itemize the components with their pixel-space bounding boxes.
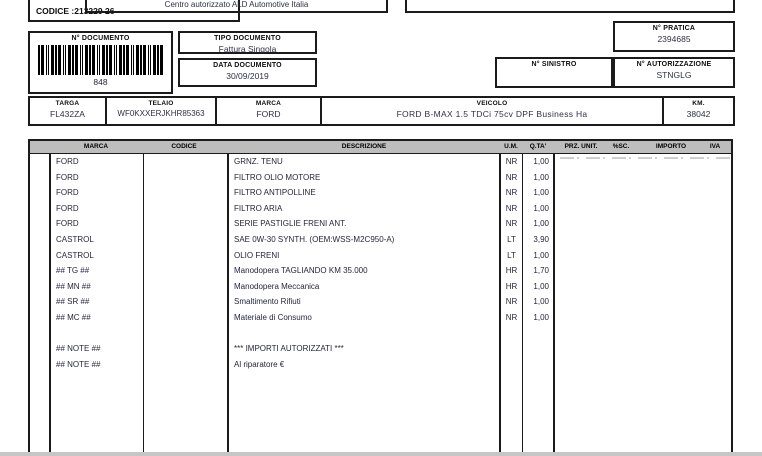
cell-um: NR [501,201,523,217]
cell-codice [144,185,229,201]
data-documento-value: 30/09/2019 [226,71,269,81]
numero-autorizzazione-label: N° AUTORIZZAZIONE [636,61,712,68]
cell-marca [51,326,144,342]
cell-marca: ## MC ## [51,310,144,326]
cell-marca: ## SR ## [51,294,144,310]
filler-cell [229,372,501,456]
cell-um: NR [501,216,523,232]
cell-qta: 3,90 [523,232,555,248]
table-row [30,310,731,326]
header-qta: Q.TA' [529,143,547,150]
table-filler-row [30,372,731,456]
items-table [28,139,733,456]
table-row [30,279,731,295]
table-row [30,232,731,248]
veicolo-label: VEICOLO [476,100,508,107]
table-row [30,263,731,279]
cell-marca: ## NOTE ## [51,341,144,357]
filler-cell [523,372,555,456]
cell-um: LT [501,232,523,248]
cell-descrizione: Al riparatore € [229,357,501,373]
cell-prices-empty [555,232,731,248]
cell-prices-empty [555,263,731,279]
cell-um: NR [501,170,523,186]
table-row [30,294,731,310]
veicolo-value: FORD B-MAX 1.5 TDCi 75cv DPF Business Ha [396,109,588,119]
header-marca: MARCA [83,143,109,150]
table-row [30,201,731,217]
cell-codice [144,201,229,217]
cell-codice [144,232,229,248]
cell-um: LT [501,248,523,264]
cell-marca: FORD [51,185,144,201]
telaio-cell [107,98,217,124]
cell-descrizione: OLIO FRENI [229,248,501,264]
cell-prices-empty [555,357,731,373]
cell-descrizione: Smaltimento Rifiuti [229,294,501,310]
telaio-label: TELAIO [148,100,174,107]
cell-um [501,357,523,373]
cell-prices-empty [555,248,731,264]
cell-codice [144,216,229,232]
telaio-value: WF0KXXERJKHR85363 [117,109,205,118]
table-row [30,341,731,357]
numero-sinistro-box [495,57,613,88]
filler-cell [501,372,523,456]
cell-um [501,341,523,357]
targa-value: FL432ZA [50,109,85,119]
cell-marca: CASTROL [51,232,144,248]
cell-prices-empty [555,216,731,232]
numero-sinistro-stack [497,59,611,70]
codice-text: CODICE :213229 26 [36,6,115,16]
tipo-documento-value: Fattura Singola [218,44,277,54]
cell-marca: FORD [51,201,144,217]
cell-descrizione: Materiale di Consumo [229,310,501,326]
veicolo-cell [322,98,664,124]
cell-prices-empty [555,279,731,295]
tipo-documento-stack [180,33,315,54]
table-row [30,326,731,342]
cell-descrizione: Manodopera TAGLIANDO KM 35.000 [229,263,501,279]
tipo-documento-label: TIPO DOCUMENTO [214,35,281,42]
cell-qta [523,326,555,342]
row-leading-cell [30,154,51,170]
row-leading-cell [30,248,51,264]
numero-autorizzazione-box [613,57,735,88]
cell-codice [144,341,229,357]
numero-pratica-box [613,21,735,52]
cell-qta: 1,00 [523,310,555,326]
cell-marca: ## TG ## [51,263,144,279]
row-leading-cell [30,341,51,357]
centro-autorizzato-text: Centro autorizzato ALD Automotive Italia [164,0,309,9]
row-leading-cell [30,310,51,326]
table-row [30,170,731,186]
barcode [38,45,164,75]
numero-pratica-value: 2394685 [657,34,691,44]
table-row [30,248,731,264]
header-descrizione: DESCRIZIONE [341,143,387,150]
marca-label: MARCA [255,100,282,107]
row-leading-cell [30,185,51,201]
cell-codice [144,310,229,326]
barcode-number: 848 [93,77,108,87]
items-table-header [30,141,731,154]
row-leading-cell [30,170,51,186]
cell-prices-empty [555,341,731,357]
cell-marca: FORD [51,154,144,170]
data-documento-stack [180,60,315,81]
cell-codice [144,263,229,279]
numero-documento-box [28,31,173,94]
cell-descrizione: SERIE PASTIGLIE FRENI ANT. [229,216,501,232]
table-row [30,357,731,373]
cell-um: HR [501,279,523,295]
targa-cell [30,98,107,124]
filler-cell [30,372,51,456]
cell-qta: 1,00 [523,154,555,170]
cell-prices-empty [555,294,731,310]
cell-marca: FORD [51,170,144,186]
cell-prices-empty [555,170,731,186]
numero-autorizzazione-stack [615,59,733,80]
cell-um: NR [501,185,523,201]
table-row [30,216,731,232]
numero-pratica-label: N° PRATICA [652,25,696,32]
cell-qta: 1,00 [523,248,555,264]
cell-qta: 1,00 [523,279,555,295]
screenshot-bottom-edge [0,452,762,456]
items-table-body [30,154,731,456]
cell-descrizione: FILTRO ANTIPOLLINE [229,185,501,201]
cell-marca: ## MN ## [51,279,144,295]
numero-documento-label: N° DOCUMENTO [71,35,130,42]
cell-qta: 1,70 [523,263,555,279]
cell-codice [144,170,229,186]
cell-um: NR [501,310,523,326]
cell-qta: 1,00 [523,294,555,310]
cell-qta: 1,00 [523,185,555,201]
header-um: U.M. [504,143,518,150]
cell-um: HR [501,263,523,279]
cell-codice [144,279,229,295]
top-right-empty-box [405,0,735,13]
cell-um: NR [501,294,523,310]
cell-qta [523,341,555,357]
cell-descrizione: FILTRO OLIO MOTORE [229,170,501,186]
marca-value: FORD [256,109,281,119]
cell-qta [523,357,555,373]
cell-um [501,326,523,342]
cell-descrizione: *** IMPORTI AUTORIZZATI *** [229,341,501,357]
km-value: 38042 [686,109,711,119]
cell-codice [144,248,229,264]
cell-prices-empty [555,326,731,342]
filler-cell [51,372,144,456]
row-leading-cell [30,216,51,232]
marca-cell [217,98,322,124]
numero-documento-stack [30,33,171,87]
cell-qta: 1,00 [523,170,555,186]
cell-codice [144,357,229,373]
cell-qta: 1,00 [523,216,555,232]
cell-qta: 1,00 [523,201,555,217]
cell-codice [144,154,229,170]
row-leading-cell [30,294,51,310]
table-row [30,185,731,201]
numero-autorizzazione-value: STNGLG [656,70,692,80]
header-prz-unit: PRZ. UNIT. [564,143,598,150]
row-leading-cell [30,326,51,342]
km-label: KM. [692,100,705,107]
header-importo: IMPORTO [655,143,687,150]
cell-descrizione [229,326,501,342]
header-codice: CODICE [171,143,197,150]
targa-label: TARGA [55,100,80,107]
data-documento-label: DATA DOCUMENTO [213,62,282,69]
cell-prices-empty [555,201,731,217]
cell-descrizione: GRNZ. TENU [229,154,501,170]
row-leading-cell [30,232,51,248]
cell-marca: ## NOTE ## [51,357,144,373]
row-leading-cell [30,201,51,217]
row-leading-cell [30,263,51,279]
cell-descrizione: SAE 0W-30 SYNTH. (OEM:WSS-M2C950-A) [229,232,501,248]
cell-descrizione: FILTRO ARIA [229,201,501,217]
cell-marca: CASTROL [51,248,144,264]
cell-descrizione: Manodopera Meccanica [229,279,501,295]
header-iva: IVA [709,143,721,150]
faint-scan-dashes [560,157,732,159]
tipo-documento-box [178,31,317,54]
filler-cell [144,372,229,456]
cell-codice [144,326,229,342]
cell-prices-empty [555,310,731,326]
km-cell [664,98,733,124]
header-sc: %SC. [612,143,630,150]
cell-um: NR [501,154,523,170]
cell-codice [144,294,229,310]
cell-marca: FORD [51,216,144,232]
row-leading-cell [30,279,51,295]
numero-pratica-stack [615,23,733,44]
vehicle-info-strip [28,96,735,126]
centro-autorizzato-box [85,0,388,13]
cell-prices-empty [555,185,731,201]
data-documento-box [178,58,317,87]
row-leading-cell [30,357,51,373]
numero-sinistro-label: N° SINISTRO [531,61,577,68]
filler-cell [555,372,731,456]
